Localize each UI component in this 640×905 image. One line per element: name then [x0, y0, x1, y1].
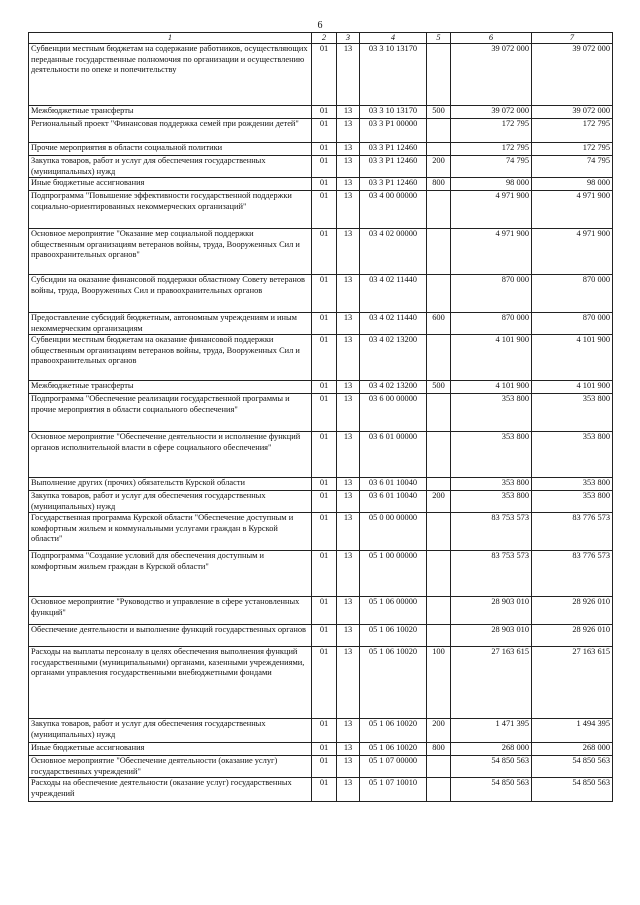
row-target-article-cell: 03 3 P1 12460 — [360, 178, 427, 191]
row-amount-1-cell: 54 850 563 — [451, 778, 532, 802]
row-subsection-cell: 13 — [337, 491, 360, 513]
header-cell: 4 — [360, 33, 427, 44]
row-expense-type-cell: 800 — [427, 743, 451, 756]
row-name-cell: Межбюджетные трансферты — [29, 106, 312, 119]
row-subsection-cell: 13 — [337, 381, 360, 394]
table-row — [29, 597, 613, 625]
row-target-article-cell: 05 0 00 00000 — [360, 513, 427, 551]
row-subsection-cell: 13 — [337, 551, 360, 597]
row-amount-1-cell: 54 850 563 — [451, 756, 532, 778]
row-amount-1-cell: 353 800 — [451, 394, 532, 432]
row-target-article-cell: 05 1 07 00000 — [360, 756, 427, 778]
row-subsection-cell: 13 — [337, 275, 360, 313]
row-amount-1-cell: 28 903 010 — [451, 625, 532, 647]
row-subsection-cell: 13 — [337, 513, 360, 551]
row-target-article-cell: 05 1 06 10020 — [360, 743, 427, 756]
row-subsection-cell: 13 — [337, 191, 360, 229]
row-target-article-cell: 05 1 06 10020 — [360, 647, 427, 719]
table-row — [29, 719, 613, 743]
budget-table — [28, 32, 613, 802]
row-subsection-cell: 13 — [337, 478, 360, 491]
row-subsection-cell: 13 — [337, 756, 360, 778]
row-amount-1-cell: 83 753 573 — [451, 551, 532, 597]
row-expense-type-cell — [427, 229, 451, 275]
row-section-cell: 01 — [312, 647, 337, 719]
row-expense-type-cell: 800 — [427, 178, 451, 191]
row-expense-type-cell: 600 — [427, 313, 451, 335]
row-name-cell: Закупка товаров, работ и услуг для обеспечения государственных (муниципальных) нужд — [29, 719, 312, 743]
row-amount-2-cell: 39 072 000 — [532, 106, 613, 119]
row-amount-1-cell: 4 101 900 — [451, 381, 532, 394]
table-row — [29, 119, 613, 143]
row-amount-2-cell: 353 800 — [532, 478, 613, 491]
row-amount-2-cell: 83 776 573 — [532, 513, 613, 551]
row-amount-2-cell: 268 000 — [532, 743, 613, 756]
row-expense-type-cell: 200 — [427, 491, 451, 513]
row-target-article-cell: 03 3 10 13170 — [360, 106, 427, 119]
row-section-cell: 01 — [312, 275, 337, 313]
row-expense-type-cell — [427, 756, 451, 778]
row-name-cell: Предоставление субсидий бюджетным, автономным учреждениям и иным некоммерческим организациям — [29, 313, 312, 335]
row-expense-type-cell — [427, 275, 451, 313]
row-name-cell: Подпрограмма "Повышение эффективности государственной поддержки социально-ориентированных некоммерческих организаций" — [29, 191, 312, 229]
row-subsection-cell: 13 — [337, 313, 360, 335]
row-section-cell: 01 — [312, 551, 337, 597]
table-row — [29, 178, 613, 191]
row-subsection-cell: 13 — [337, 432, 360, 478]
row-amount-1-cell: 4 971 900 — [451, 191, 532, 229]
table-row — [29, 381, 613, 394]
row-expense-type-cell: 200 — [427, 719, 451, 743]
row-amount-2-cell: 4 101 900 — [532, 335, 613, 381]
row-target-article-cell: 03 6 01 00000 — [360, 432, 427, 478]
row-subsection-cell: 13 — [337, 119, 360, 143]
row-name-cell: Государственная программа Курской области "Обеспечение доступным и комфортным жильем и коммунальными услугами граждан в Курской области" — [29, 513, 312, 551]
row-name-cell: Основное мероприятие "Обеспечение деятельности и исполнение функций органов исполнительной власти в сфере социального обеспечения" — [29, 432, 312, 478]
table-row — [29, 647, 613, 719]
row-amount-2-cell: 28 926 010 — [532, 625, 613, 647]
row-expense-type-cell — [427, 513, 451, 551]
row-section-cell: 01 — [312, 178, 337, 191]
row-target-article-cell: 03 4 02 00000 — [360, 229, 427, 275]
row-amount-2-cell: 39 072 000 — [532, 44, 613, 106]
row-target-article-cell: 05 1 06 00000 — [360, 597, 427, 625]
row-name-cell: Иные бюджетные ассигнования — [29, 178, 312, 191]
table-row — [29, 275, 613, 313]
row-amount-2-cell: 4 971 900 — [532, 191, 613, 229]
row-section-cell: 01 — [312, 156, 337, 178]
row-target-article-cell: 05 1 00 00000 — [360, 551, 427, 597]
row-amount-2-cell: 870 000 — [532, 313, 613, 335]
row-expense-type-cell — [427, 191, 451, 229]
row-target-article-cell: 03 6 01 10040 — [360, 491, 427, 513]
row-section-cell: 01 — [312, 191, 337, 229]
row-subsection-cell: 13 — [337, 44, 360, 106]
row-subsection-cell: 13 — [337, 625, 360, 647]
row-section-cell: 01 — [312, 229, 337, 275]
row-expense-type-cell — [427, 335, 451, 381]
header-cell: 5 — [427, 33, 451, 44]
row-amount-1-cell: 172 795 — [451, 119, 532, 143]
row-subsection-cell: 13 — [337, 719, 360, 743]
row-name-cell: Закупка товаров, работ и услуг для обеспечения государственных (муниципальных) нужд — [29, 156, 312, 178]
row-name-cell: Выполнение других (прочих) обязательств Курской области — [29, 478, 312, 491]
row-target-article-cell: 03 4 02 13200 — [360, 381, 427, 394]
row-amount-1-cell: 27 163 615 — [451, 647, 532, 719]
row-name-cell: Основное мероприятие "Руководство и управление в сфере установленных функций" — [29, 597, 312, 625]
row-amount-1-cell: 268 000 — [451, 743, 532, 756]
row-amount-1-cell: 39 072 000 — [451, 44, 532, 106]
row-section-cell: 01 — [312, 313, 337, 335]
row-section-cell: 01 — [312, 719, 337, 743]
table-row — [29, 313, 613, 335]
row-amount-2-cell: 74 795 — [532, 156, 613, 178]
row-section-cell: 01 — [312, 756, 337, 778]
table-row — [29, 625, 613, 647]
row-subsection-cell: 13 — [337, 335, 360, 381]
table-body — [29, 44, 613, 802]
row-expense-type-cell — [427, 394, 451, 432]
row-name-cell: Закупка товаров, работ и услуг для обеспечения государственных (муниципальных) нужд — [29, 491, 312, 513]
row-amount-2-cell: 172 795 — [532, 119, 613, 143]
header-cell: 6 — [451, 33, 532, 44]
row-expense-type-cell: 200 — [427, 156, 451, 178]
row-name-cell: Межбюджетные трансферты — [29, 381, 312, 394]
row-name-cell: Расходы на выплаты персоналу в целях обеспечения выполнения функций государственными (муниципальными) органами, казенными учреждениями, органами управления государственными внебюджетными фондами — [29, 647, 312, 719]
row-amount-2-cell: 353 800 — [532, 491, 613, 513]
row-subsection-cell: 13 — [337, 229, 360, 275]
row-amount-1-cell: 98 000 — [451, 178, 532, 191]
table-row — [29, 478, 613, 491]
row-section-cell: 01 — [312, 478, 337, 491]
row-amount-1-cell: 353 800 — [451, 491, 532, 513]
header-cell: 1 — [29, 33, 312, 44]
row-expense-type-cell — [427, 625, 451, 647]
row-amount-1-cell: 4 971 900 — [451, 229, 532, 275]
row-expense-type-cell: 100 — [427, 647, 451, 719]
row-name-cell: Основное мероприятие "Оказание мер социальной поддержки общественным организациям ветеранов войны, труда, Вооруженных Сил и правоохранительных органов" — [29, 229, 312, 275]
row-amount-2-cell: 83 776 573 — [532, 551, 613, 597]
row-target-article-cell: 05 1 06 10020 — [360, 625, 427, 647]
row-section-cell: 01 — [312, 106, 337, 119]
row-name-cell: Подпрограмма "Создание условий для обеспечения доступным и комфортным жильем граждан в Курской области" — [29, 551, 312, 597]
row-section-cell: 01 — [312, 743, 337, 756]
row-name-cell: Обеспечение деятельности и выполнение функций государственных органов — [29, 625, 312, 647]
row-target-article-cell: 03 6 00 00000 — [360, 394, 427, 432]
row-subsection-cell: 13 — [337, 106, 360, 119]
table-row — [29, 513, 613, 551]
table-row — [29, 229, 613, 275]
row-expense-type-cell: 500 — [427, 381, 451, 394]
row-name-cell: Расходы на обеспечение деятельности (оказание услуг) государственных учреждений — [29, 778, 312, 802]
row-amount-2-cell: 172 795 — [532, 143, 613, 156]
row-target-article-cell: 05 1 06 10020 — [360, 719, 427, 743]
table-row — [29, 44, 613, 106]
row-subsection-cell: 13 — [337, 778, 360, 802]
page-number: 6 — [317, 20, 323, 31]
row-target-article-cell: 03 4 02 13200 — [360, 335, 427, 381]
row-target-article-cell: 03 4 02 11440 — [360, 275, 427, 313]
row-amount-2-cell: 54 850 563 — [532, 756, 613, 778]
row-section-cell: 01 — [312, 625, 337, 647]
row-target-article-cell: 03 3 P1 12460 — [360, 156, 427, 178]
row-amount-2-cell: 27 163 615 — [532, 647, 613, 719]
row-amount-2-cell: 1 494 395 — [532, 719, 613, 743]
row-amount-1-cell: 353 800 — [451, 432, 532, 478]
row-section-cell: 01 — [312, 335, 337, 381]
table-row — [29, 156, 613, 178]
row-name-cell: Подпрограмма "Обеспечение реализации государственной программы и прочие мероприятия в области социального обеспечения" — [29, 394, 312, 432]
row-section-cell: 01 — [312, 513, 337, 551]
row-amount-1-cell: 39 072 000 — [451, 106, 532, 119]
row-section-cell: 01 — [312, 381, 337, 394]
row-subsection-cell: 13 — [337, 597, 360, 625]
row-expense-type-cell — [427, 143, 451, 156]
header-cell: 3 — [337, 33, 360, 44]
row-amount-1-cell: 74 795 — [451, 156, 532, 178]
table-row — [29, 191, 613, 229]
row-amount-1-cell: 28 903 010 — [451, 597, 532, 625]
row-subsection-cell: 13 — [337, 143, 360, 156]
table-row — [29, 106, 613, 119]
row-name-cell: Региональный проект "Финансовая поддержка семей при рождении детей" — [29, 119, 312, 143]
table-row — [29, 143, 613, 156]
row-expense-type-cell — [427, 597, 451, 625]
row-amount-2-cell: 4 101 900 — [532, 381, 613, 394]
row-name-cell: Основное мероприятие "Обеспечение деятельности (оказание услуг) государственных учреждений" — [29, 756, 312, 778]
row-name-cell: Прочие мероприятия в области социальной политики — [29, 143, 312, 156]
row-target-article-cell: 03 3 10 13170 — [360, 44, 427, 106]
row-amount-1-cell: 4 101 900 — [451, 335, 532, 381]
row-amount-1-cell: 172 795 — [451, 143, 532, 156]
table-row — [29, 335, 613, 381]
row-section-cell: 01 — [312, 394, 337, 432]
row-section-cell: 01 — [312, 44, 337, 106]
row-section-cell: 01 — [312, 432, 337, 478]
row-amount-1-cell: 1 471 395 — [451, 719, 532, 743]
row-amount-2-cell: 353 800 — [532, 394, 613, 432]
row-amount-2-cell: 353 800 — [532, 432, 613, 478]
row-section-cell: 01 — [312, 778, 337, 802]
row-target-article-cell: 03 4 00 00000 — [360, 191, 427, 229]
row-subsection-cell: 13 — [337, 156, 360, 178]
row-subsection-cell: 13 — [337, 647, 360, 719]
row-expense-type-cell — [427, 778, 451, 802]
table-row — [29, 756, 613, 778]
row-target-article-cell: 05 1 07 10010 — [360, 778, 427, 802]
row-section-cell: 01 — [312, 597, 337, 625]
row-amount-1-cell: 870 000 — [451, 313, 532, 335]
header-row — [29, 33, 613, 44]
row-expense-type-cell — [427, 551, 451, 597]
table-row — [29, 432, 613, 478]
table-row — [29, 743, 613, 756]
row-target-article-cell: 03 3 P1 00000 — [360, 119, 427, 143]
row-amount-1-cell: 83 753 573 — [451, 513, 532, 551]
table-row — [29, 778, 613, 802]
row-amount-2-cell: 54 850 563 — [532, 778, 613, 802]
header-cell: 2 — [312, 33, 337, 44]
row-target-article-cell: 03 4 02 11440 — [360, 313, 427, 335]
row-amount-1-cell: 353 800 — [451, 478, 532, 491]
row-expense-type-cell: 500 — [427, 106, 451, 119]
row-section-cell: 01 — [312, 119, 337, 143]
row-name-cell: Иные бюджетные ассигнования — [29, 743, 312, 756]
row-amount-2-cell: 870 000 — [532, 275, 613, 313]
header-cell: 7 — [532, 33, 613, 44]
row-name-cell: Субвенции местным бюджетам на оказание финансовой поддержки общественным организациям ветеранов войны, труда, Вооруженных Сил и правоохранительных органов — [29, 335, 312, 381]
table-row — [29, 491, 613, 513]
row-target-article-cell: 03 6 01 10040 — [360, 478, 427, 491]
row-name-cell: Субсидии на оказание финансовой поддержки областному Совету ветеранов войны, труда, Вооруженных Сил и правоохранительных органов — [29, 275, 312, 313]
row-target-article-cell: 03 3 P1 12460 — [360, 143, 427, 156]
row-amount-1-cell: 870 000 — [451, 275, 532, 313]
table-row — [29, 394, 613, 432]
row-expense-type-cell — [427, 432, 451, 478]
row-amount-2-cell: 28 926 010 — [532, 597, 613, 625]
row-expense-type-cell — [427, 478, 451, 491]
table-row — [29, 551, 613, 597]
row-subsection-cell: 13 — [337, 178, 360, 191]
row-name-cell: Субвенции местным бюджетам на содержание работников, осуществляющих переданные государственные полномочия по организации и осуществлению деятельности по опеке и попечительству — [29, 44, 312, 106]
row-amount-2-cell: 98 000 — [532, 178, 613, 191]
row-section-cell: 01 — [312, 143, 337, 156]
row-amount-2-cell: 4 971 900 — [532, 229, 613, 275]
row-section-cell: 01 — [312, 491, 337, 513]
row-expense-type-cell — [427, 119, 451, 143]
row-expense-type-cell — [427, 44, 451, 106]
row-subsection-cell: 13 — [337, 394, 360, 432]
row-subsection-cell: 13 — [337, 743, 360, 756]
